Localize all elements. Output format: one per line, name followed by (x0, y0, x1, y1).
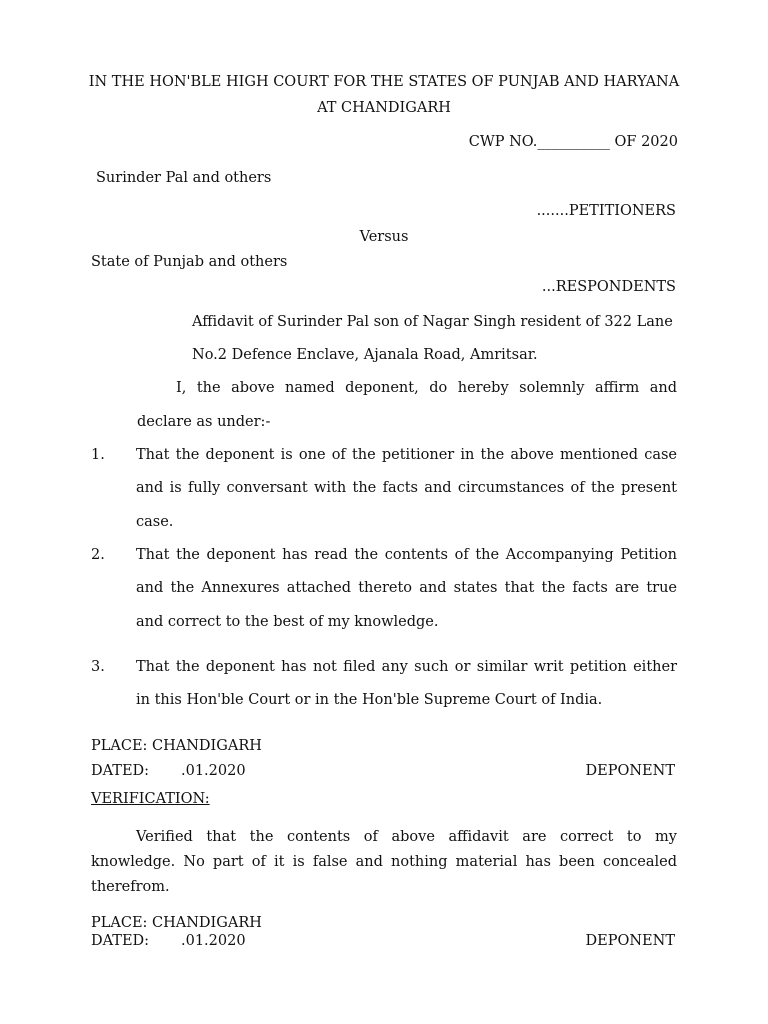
paragraph-1-line-1: That the deponent is one of the petitioner in the above mentioned case (136, 447, 677, 463)
versus-label: Versus (359, 229, 409, 245)
paragraph-3-line-1: That the deponent has not filed any such or similar writ petition either (136, 659, 677, 675)
verification-line-1: Verified that the contents of above affidavit are correct to my (136, 829, 677, 845)
paragraph-2-line-1: That the deponent has read the contents of the Accompanying Petition (136, 547, 677, 563)
verification-line-3: therefrom. (91, 879, 170, 895)
respondent-role: ...RESPONDENTS (541, 279, 676, 295)
paragraph-1-line-3: case. (136, 514, 174, 530)
court-title-line-1: IN THE HON'BLE HIGH COURT FOR THE STATES OF PUNJAB AND HARYANA (88, 74, 680, 90)
dated-label-2: DATED: (91, 933, 150, 949)
paragraph-2-line-3: and correct to the best of my knowledge. (136, 614, 439, 630)
affidavit-title-line-2: No.2 Defence Enclave, Ajanala Road, Amritsar. (192, 347, 538, 363)
verification-line-2: knowledge. No part of it is false and nothing material has been concealed (91, 854, 677, 870)
court-title-line-2: AT CHANDIGARH (317, 100, 451, 116)
dated-value-1: .01.2020 (181, 763, 246, 779)
paragraph-2-number: 2. (91, 547, 105, 563)
petitioner-name: Surinder Pal and others (96, 170, 272, 186)
paragraph-3-number: 3. (91, 659, 105, 675)
verification-heading: VERIFICATION: (91, 791, 210, 807)
respondent-name: State of Punjab and others (91, 254, 288, 270)
case-number: CWP NO.__________ OF 2020 (468, 134, 678, 150)
intro-line-1: I, the above named deponent, do hereby solemnly affirm and (176, 380, 677, 396)
deponent-label-2: DEPONENT (585, 933, 675, 949)
dated-value-2: .01.2020 (181, 933, 246, 949)
paragraph-1-number: 1. (91, 447, 105, 463)
paragraph-3-line-2: in this Hon'ble Court or in the Hon'ble Supreme Court of India. (136, 692, 603, 708)
place-label-2: PLACE: CHANDIGARH (91, 915, 262, 931)
dated-label-1: DATED: (91, 763, 150, 779)
deponent-label-1: DEPONENT (585, 763, 675, 779)
affidavit-title-line-1: Affidavit of Surinder Pal son of Nagar Singh resident of 322 Lane (192, 314, 673, 330)
place-label-1: PLACE: CHANDIGARH (91, 738, 262, 754)
paragraph-1-line-2: and is fully conversant with the facts and circumstances of the present (136, 480, 677, 496)
petitioner-role: .......PETITIONERS (536, 203, 676, 219)
intro-line-2: declare as under:- (137, 414, 271, 430)
paragraph-2-line-2: and the Annexures attached thereto and states that the facts are true (136, 580, 677, 596)
